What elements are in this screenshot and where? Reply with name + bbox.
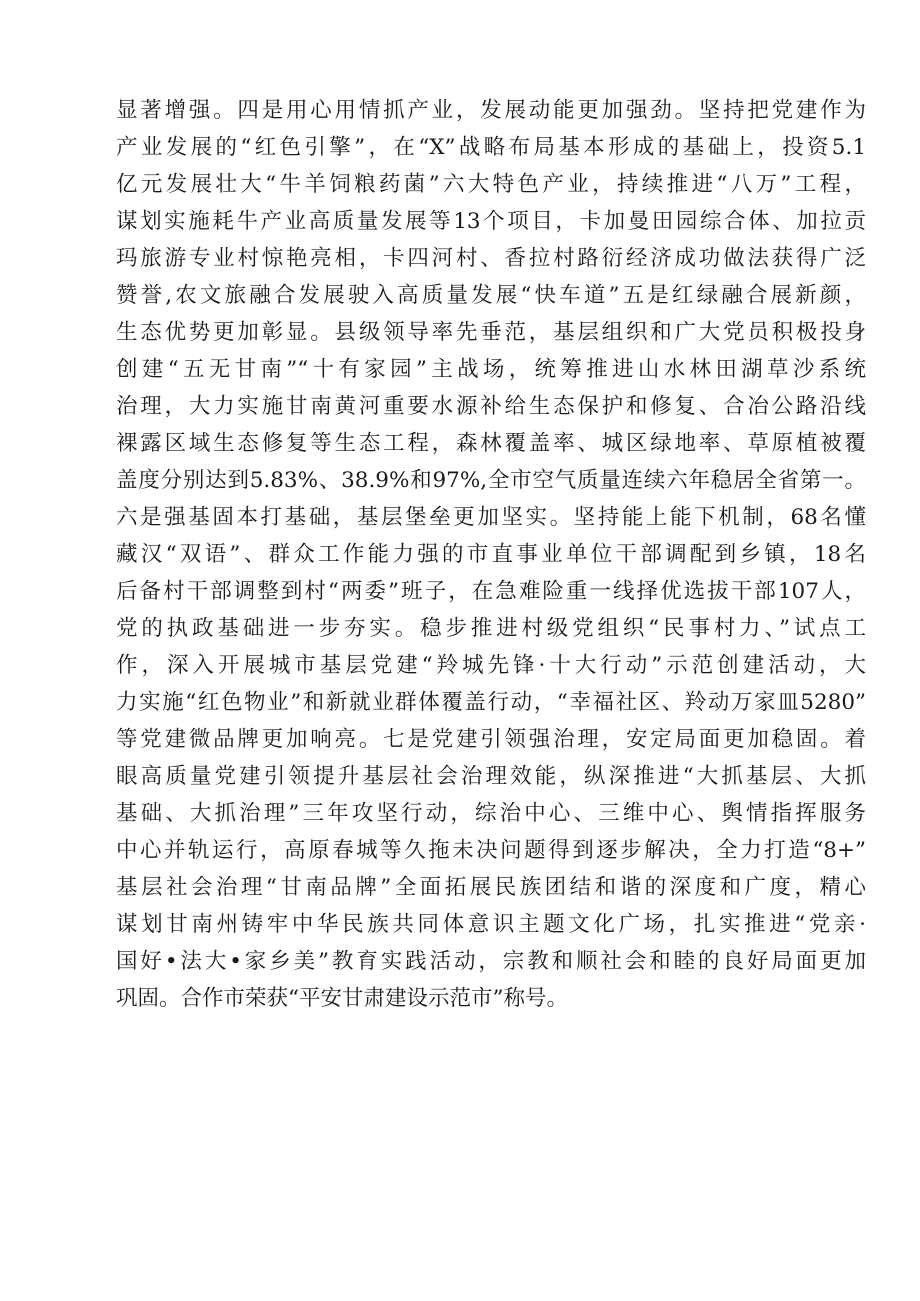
text-line: 藏汉“双语”、群众工作能力强的市直事业单位干部调配到乡镇，18名: [116, 542, 866, 567]
text-line: 国好•法大•家乡美”教育实践活动，宗教和顺社会和睦的良好局面更加: [116, 949, 866, 974]
text-line: 生态优势更加彰显。县级领导率先垂范，基层组织和广大党员积极投身: [116, 320, 866, 345]
text-line: 党的执政基础进一步夯实。稳步推进村级党组织“民事村力、”试点工: [116, 616, 866, 641]
text-line: 谋划实施耗牛产业高质量发展等13个项目，卡加曼田园综合体、加拉贡: [116, 209, 866, 234]
text-line: 等党建微品牌更加响亮。七是党建引领强治理，安定局面更加稳固。着: [116, 727, 866, 752]
text-line: 亿元发展壮大“牛羊饲粮药菌”六大特色产业，持续推进“八万”工程，: [116, 172, 866, 197]
text-line: 裸露区域生态修复等生态工程，森林覆盖率、城区绿地率、草原植被覆: [116, 431, 866, 456]
text-line: 创建“五无甘南”“十有家园”主战场，统筹推进山水林田湖草沙系统: [116, 357, 866, 382]
text-line: 玛旅游专业村惊艳亮相，卡四河村、香拉村路衍经济成功做法获得广泛: [116, 246, 866, 271]
text-line: 基础、大抓治理”三年攻坚行动，综治中心、三维中心、舆情指挥服务: [116, 801, 866, 826]
text-line: 作，深入开展城市基层党建“羚城先锋·十大行动”示范创建活动，大: [116, 653, 866, 678]
text-line: 显著增强。四是用心用情抓产业，发展动能更加强劲。坚持把党建作为: [116, 98, 866, 123]
text-line-last: 巩固。合作市荣获“平安甘肃建设示范市”称号。: [116, 986, 568, 1011]
text-line: 赞誉,农文旅融合发展驶入高质量发展“快车道”五是红绿融合展新颜，: [116, 283, 866, 308]
text-line: 中心并轨运行，高原春城等久拖未决问题得到逐步解决，全力打造“8+”: [116, 838, 866, 863]
text-line: 后备村干部调整到村“两委”班子，在急难险重一线择优选拔干部107人，: [116, 579, 866, 604]
text-line: 产业发展的“红色引擎”，在“X”战略布局基本形成的基础上，投资5.1: [116, 135, 866, 160]
text-line: 治理，大力实施甘南黄河重要水源补给生态保护和修复、合冶公路沿线: [116, 394, 866, 419]
text-line: 基层社会治理“甘南品牌”全面拓展民族团结和谐的深度和广度，精心: [116, 875, 866, 900]
text-line: 六是强基固本打基础，基层堡垒更加坚实。坚持能上能下机制，68名懂: [116, 505, 866, 530]
text-line: 力实施“红色物业”和新就业群体覆盖行动，“幸福社区、羚动万家皿5280”: [116, 690, 866, 715]
text-line: 盖度分别达到5.83%、38.9%和97%,全市空气质量连续六年稳居全省第一。: [116, 468, 866, 493]
text-line: 谋划甘南州铸牢中华民族共同体意识主题文化广场，扎实推进“党亲·: [116, 912, 866, 937]
body-text: [116, 92, 866, 1017]
text-line: 眼高质量党建引领提升基层社会治理效能，纵深推进“大抓基层、大抓: [116, 764, 866, 789]
